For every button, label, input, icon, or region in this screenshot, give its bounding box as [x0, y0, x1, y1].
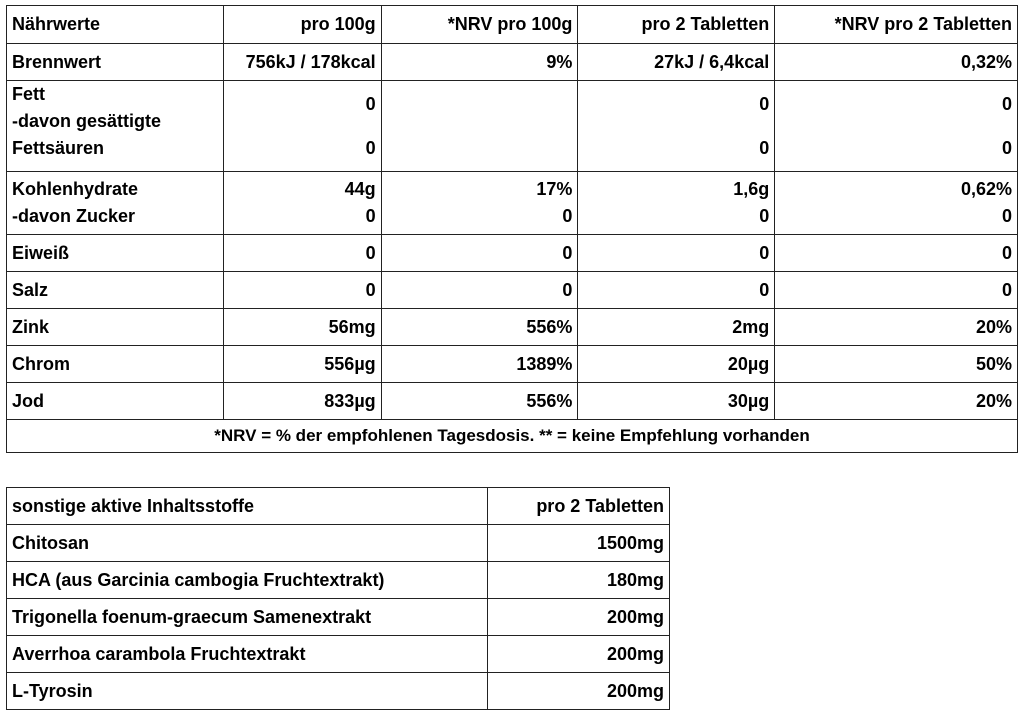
label-kohlenhydrate-sub: -davon Zucker	[12, 206, 136, 226]
cell-sub-value: 0	[759, 206, 770, 226]
label-fett-main: Fett	[12, 84, 45, 104]
label-fett-sub: -davon gesättigte Fettsäuren	[12, 111, 162, 158]
header-naehrwerte: Nährwerte	[7, 6, 224, 44]
row-kohlenhydrate	[7, 172, 1018, 235]
ingredient-amount: 180mg	[488, 562, 670, 599]
actives-row	[7, 562, 670, 599]
header-nrv-pro-100g: *NRV pro 100g	[381, 6, 578, 44]
label-chrom: Chrom	[7, 346, 224, 383]
cell-value	[223, 81, 381, 172]
actives-row	[7, 525, 670, 562]
cell-value: 20µg	[578, 346, 775, 383]
cell-value: 0	[381, 272, 578, 309]
cell-value: 833µg	[223, 383, 381, 420]
ingredient-amount: 200mg	[488, 636, 670, 673]
cell-value	[381, 81, 578, 172]
row-salz	[7, 272, 1018, 309]
row-fett	[7, 81, 1018, 172]
label-fett	[7, 81, 224, 172]
cell-value: 27kJ / 6,4kcal	[578, 44, 775, 81]
cell-value: 0	[381, 235, 578, 272]
cell-value: 0	[578, 272, 775, 309]
cell-value: 56mg	[223, 309, 381, 346]
label-kohlenhydrate-main: Kohlenhydrate	[12, 179, 139, 199]
label-brennwert: Brennwert	[7, 44, 224, 81]
cell-value: 556µg	[223, 346, 381, 383]
row-brennwert	[7, 44, 1018, 81]
cell-value: 50%	[775, 346, 1018, 383]
ingredient-name: Chitosan	[7, 525, 488, 562]
cell-main-value: 0	[759, 93, 770, 114]
header-actives-pro-2-tabletten: pro 2 Tabletten	[488, 488, 670, 525]
cell-value: 556%	[381, 383, 578, 420]
cell-sub-value: 0	[759, 137, 770, 158]
nutrition-table	[6, 5, 1018, 453]
cell-value: 20%	[775, 309, 1018, 346]
cell-value: 2mg	[578, 309, 775, 346]
cell-value: 0	[223, 272, 381, 309]
cell-main-value: 0	[1001, 93, 1012, 114]
cell-sub-value: 0	[1001, 206, 1012, 226]
header-nrv-pro-2-tabletten: *NRV pro 2 Tabletten	[775, 6, 1018, 44]
cell-value	[381, 172, 578, 235]
label-eiweiss: Eiweiß	[7, 235, 224, 272]
ingredient-name: HCA (aus Garcinia cambogia Fruchtextrakt)	[7, 562, 488, 599]
cell-value	[578, 172, 775, 235]
header-pro-100g: pro 100g	[223, 6, 381, 44]
label-kohlenhydrate	[7, 172, 224, 235]
cell-value: 0	[775, 235, 1018, 272]
actives-row	[7, 636, 670, 673]
cell-value	[578, 81, 775, 172]
cell-main-value: 17%	[536, 179, 573, 199]
cell-value	[223, 172, 381, 235]
ingredient-name: L-Tyrosin	[7, 673, 488, 710]
cell-value: 0	[578, 235, 775, 272]
cell-value	[775, 172, 1018, 235]
active-ingredients-table	[6, 487, 670, 710]
cell-value: 0	[775, 272, 1018, 309]
cell-value: 30µg	[578, 383, 775, 420]
ingredient-name: Trigonella foenum-graecum Samenextrakt	[7, 599, 488, 636]
cell-value: 1389%	[381, 346, 578, 383]
cell-value: 556%	[381, 309, 578, 346]
nrv-footnote: *NRV = % der empfohlenen Tagesdosis. ** = keine Empfehlung vorhanden	[7, 420, 1018, 453]
cell-sub-value: 0	[365, 137, 376, 158]
cell-value: 0	[223, 235, 381, 272]
ingredient-name: Averrhoa carambola Fruchtextrakt	[7, 636, 488, 673]
cell-main-value: 0	[365, 93, 376, 114]
label-zink: Zink	[7, 309, 224, 346]
nutrition-header-row	[7, 6, 1018, 44]
actives-row	[7, 599, 670, 636]
cell-value: 20%	[775, 383, 1018, 420]
ingredient-amount: 1500mg	[488, 525, 670, 562]
label-jod: Jod	[7, 383, 224, 420]
cell-main-value: 1,6g	[733, 179, 770, 199]
row-jod	[7, 383, 1018, 420]
header-pro-2-tabletten: pro 2 Tabletten	[578, 6, 775, 44]
cell-sub-value: 0	[1001, 137, 1012, 158]
row-zink	[7, 309, 1018, 346]
ingredient-amount: 200mg	[488, 673, 670, 710]
footnote-row	[7, 420, 1018, 453]
cell-sub-value: 0	[365, 206, 376, 226]
header-sonstige-inhaltsstoffe: sonstige aktive Inhaltsstoffe	[7, 488, 488, 525]
row-chrom	[7, 346, 1018, 383]
ingredient-amount: 200mg	[488, 599, 670, 636]
cell-main-value: 0,62%	[960, 179, 1012, 199]
actives-row	[7, 673, 670, 710]
cell-value: 0,32%	[775, 44, 1018, 81]
cell-value: 756kJ / 178kcal	[223, 44, 381, 81]
cell-value	[775, 81, 1018, 172]
actives-header-row	[7, 488, 670, 525]
row-eiweiss	[7, 235, 1018, 272]
cell-value: 9%	[381, 44, 578, 81]
cell-sub-value: 0	[562, 206, 573, 226]
cell-main-value: 44g	[344, 179, 376, 199]
label-salz: Salz	[7, 272, 224, 309]
